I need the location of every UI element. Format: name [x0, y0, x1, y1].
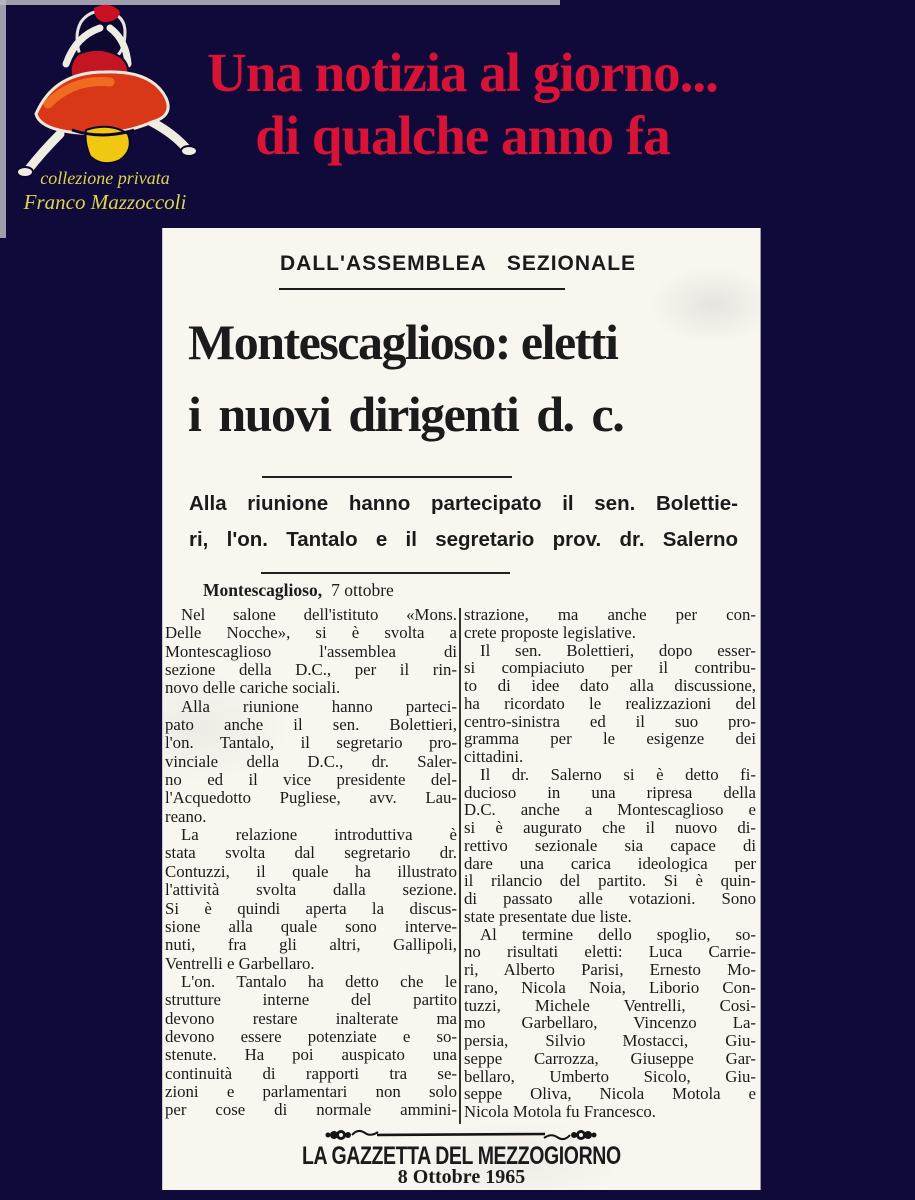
- body-line: bellaro, Umberto Sicolo, Giu-: [464, 1067, 756, 1086]
- body-line: Alla riunione hanno parteci-: [181, 697, 457, 716]
- body-line: Nicola Motola fu Francesco.: [464, 1103, 656, 1121]
- body-line: Contuzzi, il quale ha illustrato: [165, 862, 457, 881]
- body-line: Il dr. Salerno si è detto fi-: [480, 765, 756, 784]
- subhead-rule-top: [262, 476, 512, 478]
- body-line: vinciale della D.C., dr. Saler-: [165, 752, 457, 771]
- body-line: persia, Silvio Mostacci, Giu-: [464, 1032, 756, 1050]
- body-line: La relazione introduttiva è: [181, 826, 457, 845]
- body-line: ha ricordato le realizzazioni del: [464, 694, 756, 713]
- dateline-place: Montescaglioso,: [203, 580, 323, 600]
- page-title-line2: di qualche anno fa: [255, 105, 670, 166]
- body-line: L'on. Tantalo ha detto che le: [181, 972, 457, 991]
- ornamental-divider: [321, 1128, 601, 1142]
- collection-credit: [0, 168, 210, 215]
- body-line: no risultati eletti: Luca Carrie-: [464, 943, 756, 961]
- body-line: mo Garbellaro, Vincenzo La-: [464, 1014, 756, 1032]
- article-column-1: [165, 606, 457, 1124]
- dateline: [203, 580, 394, 601]
- body-line: centro-sinistra ed il suo pro-: [464, 712, 756, 731]
- dateline-date: 7 ottobre: [331, 580, 394, 600]
- body-line: crete proposte legislative.: [464, 623, 636, 642]
- body-line: reano.: [165, 807, 207, 826]
- body-line: di passato alle votazioni. Sono: [464, 890, 756, 908]
- body-line: si è augurato che il nuovo di-: [464, 819, 756, 837]
- page-title-line1: Una notizia al giorno...: [207, 42, 718, 103]
- headline-line2: i nuovi dirigenti d. c.: [188, 386, 624, 442]
- body-line: Si è quindi aperta la discus-: [165, 899, 457, 918]
- body-line: il rilancio del partito. Si è quin-: [464, 872, 756, 890]
- body-line: nuti, fra gli altri, Gallipoli,: [165, 936, 457, 955]
- headline: [188, 306, 623, 450]
- masthead-text: LA GAZZETTA DEL MEZZOGIORNO: [302, 1142, 621, 1170]
- body-line: sezione della D.C., per il rin-: [165, 661, 457, 680]
- body-line: dare una carica ideologica per: [464, 854, 756, 873]
- body-line: to di idee dato alla discussione,: [464, 677, 756, 695]
- headline-line1: Montescaglioso: eletti: [188, 314, 618, 370]
- subheadline-line2: ri, l'on. Tantalo e il segretario prov. dr. Salerno: [189, 528, 738, 551]
- body-line: seppe Carrozza, Giuseppe Gar-: [464, 1049, 756, 1068]
- body-line: tuzzi, Michele Ventrelli, Cosi-: [464, 996, 756, 1015]
- credit-line1: collezione privata: [40, 168, 170, 188]
- body-line: strazione, ma anche per con-: [464, 606, 756, 624]
- subheadline: [189, 486, 738, 558]
- body-line: per cose di normale ammini-: [165, 1101, 457, 1120]
- body-line: zioni e parlamentari non solo: [165, 1082, 457, 1101]
- body-line: l'attività svolta dalla sezione.: [165, 881, 457, 900]
- body-line: strutture interne del partito: [165, 991, 457, 1010]
- kicker: DALL'ASSEMBLEA SEZIONALE: [280, 252, 637, 275]
- body-line: sione alla quale sono interve-: [165, 917, 457, 936]
- body-line: gramma per le esigenze dei: [464, 730, 756, 748]
- body-line: rano, Nicola Noia, Liborio Con-: [464, 978, 756, 997]
- body-line: seppe Oliva, Nicola Motola e: [464, 1085, 756, 1103]
- body-line: devono essere potenziate e so-: [165, 1027, 457, 1046]
- page-title: [150, 40, 775, 166]
- body-line: Il sen. Bolettieri, dopo esser-: [480, 641, 756, 660]
- credit-line2: Franco Mazzoccoli: [23, 189, 187, 214]
- issue-date: 8 Ottobre 1965: [397, 1166, 526, 1188]
- body-line: rettivo sezionale sia capace di: [464, 836, 756, 855]
- kicker-underline: [279, 288, 565, 290]
- body-line: Nel salone dell'istituto «Mons.: [181, 606, 457, 624]
- body-line: ri, Alberto Parisi, Ernesto Mo-: [464, 961, 756, 979]
- body-line: ducioso in una ripresa della: [464, 783, 756, 802]
- subheadline-line1: Alla riunione hanno partecipato il sen. Bolettie-: [189, 492, 738, 515]
- body-line: Ventrelli e Garbellaro.: [165, 954, 315, 973]
- body-line: Delle Nocche», si è svolta a: [165, 624, 457, 643]
- column-divider-rule: [459, 608, 461, 1124]
- body-line: si compiaciuto per il contribu-: [464, 659, 756, 677]
- body-line: state presentate due liste.: [464, 907, 632, 926]
- article-body: [165, 606, 758, 1124]
- body-line: D.C. anche a Montescaglioso e: [464, 801, 756, 819]
- body-line: l'Acquedotto Pugliese, avv. Lau-: [165, 789, 457, 808]
- body-line: devono restare inalterate ma: [165, 1009, 457, 1028]
- body-line: Al termine dello spoglio, so-: [480, 925, 756, 944]
- body-line: stenute. Ha poi auspicato una: [165, 1046, 457, 1065]
- article-column-2: [464, 606, 756, 1124]
- body-line: cittadini.: [464, 748, 524, 766]
- body-line: continuità di rapporti tra se-: [165, 1064, 457, 1083]
- body-line: novo delle cariche sociali.: [165, 679, 341, 698]
- body-line: Montescaglioso l'assemblea di: [165, 642, 457, 661]
- body-line: no ed il vice presidente del-: [165, 771, 457, 790]
- body-line: pato anche il sen. Bolettieri,: [165, 716, 457, 735]
- newspaper-clipping: [163, 228, 760, 1190]
- body-line: l'on. Tantalo, il segretario pro-: [165, 734, 457, 753]
- body-line: stata svolta dal segretario dr.: [165, 844, 457, 863]
- subhead-rule-bottom: [261, 572, 510, 574]
